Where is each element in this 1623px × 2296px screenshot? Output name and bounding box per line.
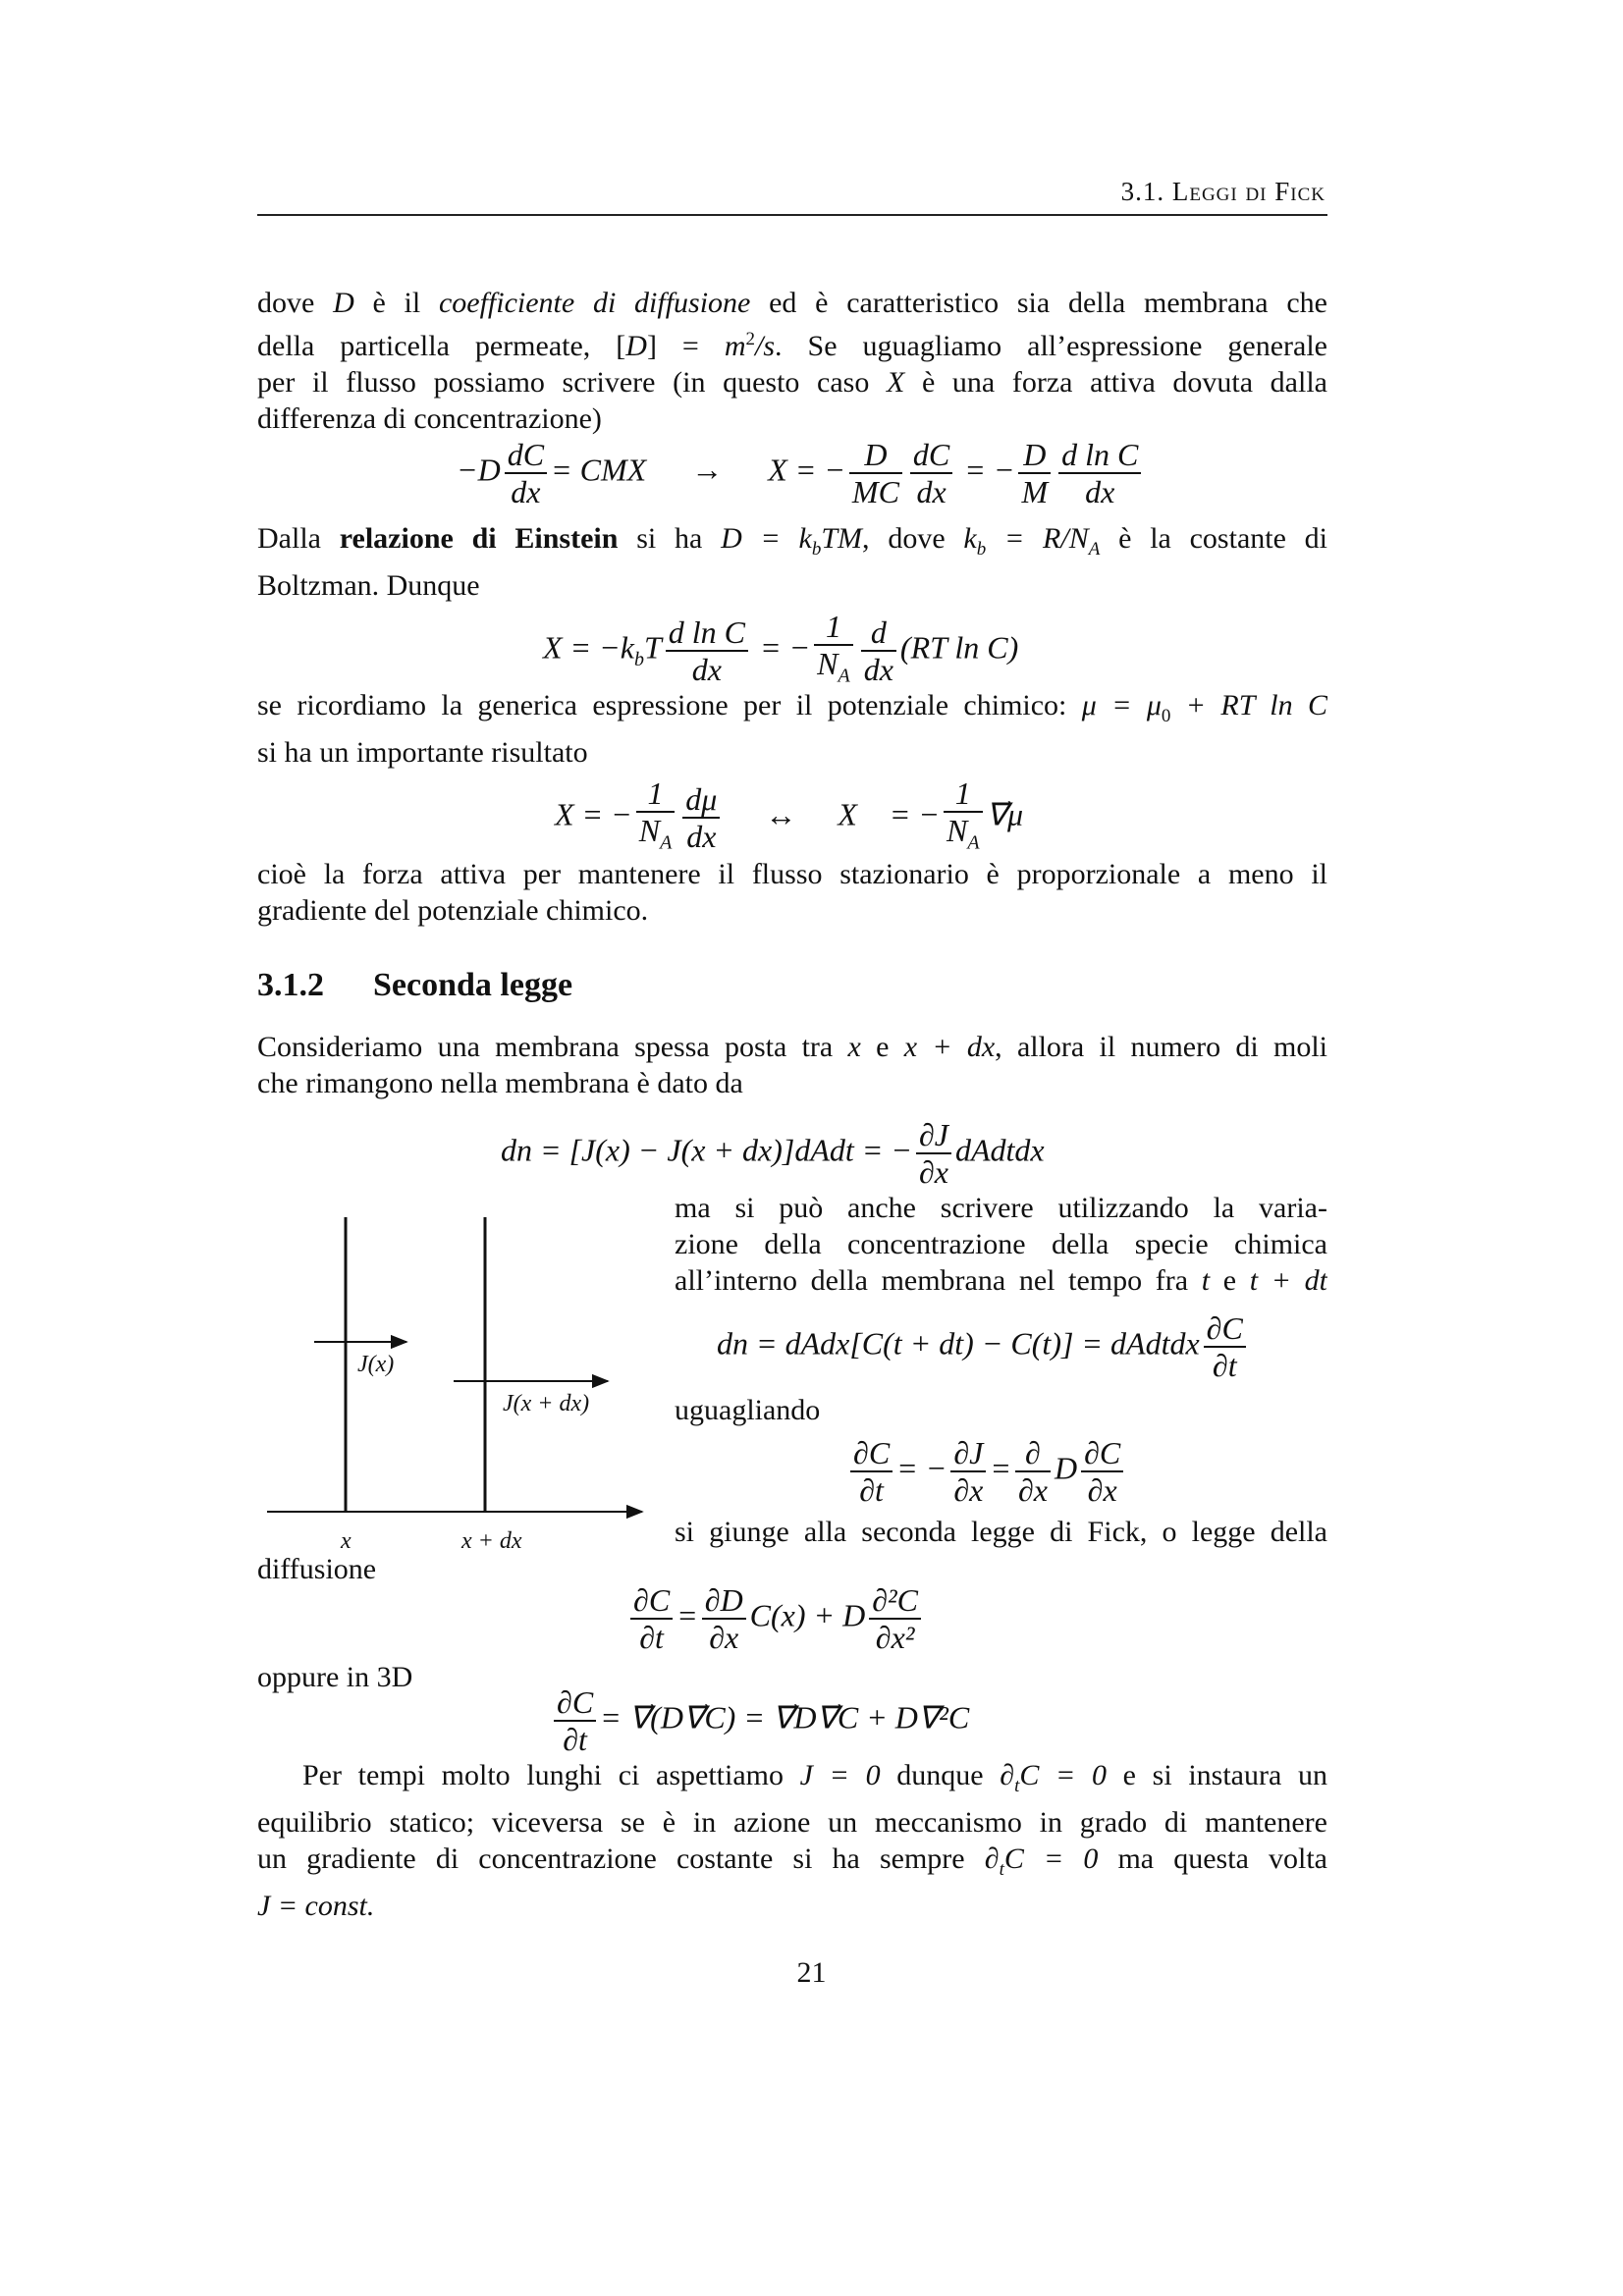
paragraph-6	[675, 1190, 1327, 1299]
text-line: gradiente del potenziale chimico.	[257, 894, 649, 927]
text-line: che rimangono nella membrana è dato da	[257, 1067, 743, 1099]
paragraph-2	[257, 520, 1327, 604]
paragraph-4	[257, 856, 1327, 929]
text-line: per il flusso possiamo scrivere (in questo caso X è una forza attiva dovuta dalla	[257, 366, 1327, 399]
section-number: 3.1.	[1120, 177, 1165, 206]
page-number: 21	[796, 1956, 827, 1989]
section-heading	[257, 967, 572, 1004]
equation-7: $\frac{\partial C}{\partial t}$ = $\frac{\partial D}{\partial x}$ C(x) + D $\frac{\text{∂²C}}{\text{∂x²}}$	[626, 1582, 925, 1655]
text-line: si ha un importante risultato	[257, 736, 588, 769]
text-line: zione della concentrazione della specie chimica	[675, 1228, 1327, 1260]
text-line: diffusione	[257, 1553, 377, 1585]
text-line: oppure in 3D	[257, 1661, 413, 1693]
text-line: uguagliando	[675, 1394, 821, 1426]
text-line: Boltzman. Dunque	[257, 569, 480, 602]
text-line: Consideriamo una membrana spessa posta tra x e x + dx, allora il numero di moli	[257, 1031, 1327, 1063]
membrane-diagram-svg	[257, 1217, 670, 1571]
text-line: ma si può anche scrivere utilizzando la varia-	[675, 1192, 1327, 1224]
label-jxdx: J(x + dx)	[503, 1391, 590, 1416]
equation-2: $X = -k_bT$ $\frac{\text{d ln C}}{dx}$ = − $\frac{1}{N_A}$ $\frac{d}{dx}$ (RT ln C)	[543, 609, 1019, 688]
label-xdx: x + dx	[461, 1528, 522, 1554]
running-header	[257, 175, 1327, 216]
text-line: Dalla relazione di Einstein si ha $D = k_bTM$, dove $k_b = R/N_A$ è la costante di	[257, 522, 1327, 560]
text-line: se ricordiamo la generica espressione per il potenziale chimico: $\mu = \mu_0$ + RT ln C	[257, 689, 1327, 726]
paragraph-8	[675, 1514, 1327, 1550]
equation-6: $\frac{\partial C}{\partial t}$ = − $\frac{\partial J}{\partial x}$ = $\frac{\partial}{\partial x}$ D $\frac{\partial C}{\partial x}$	[846, 1435, 1127, 1508]
equation-5: dn = dAdx[C(t + dt) − C(t)] = dAdtdx $\frac{\partial C}{\partial t}$	[717, 1310, 1250, 1383]
paragraph-7	[675, 1392, 1327, 1428]
section-heading-number: 3.1.2	[257, 967, 324, 1003]
paragraph-1	[257, 285, 1327, 437]
text-line: Per tempi molto lunghi ci aspettiamo J = 0 dunque $\partial_tC = 0$ e si instaura un	[302, 1759, 1327, 1796]
equation-8: $\frac{\partial C}{\partial t}$ = ∇⃗(D∇⃗C) = ∇⃗D∇⃗C + D∇²C	[550, 1684, 969, 1757]
label-jx: J(x)	[357, 1352, 395, 1377]
paragraph-5	[257, 1029, 1327, 1101]
text-line: un gradiente di concentrazione costante si ha sempre $\partial_tC = 0$ ma questa volta	[257, 1842, 1327, 1880]
text-line: differenza di concentrazione)	[257, 402, 602, 435]
paragraph-3	[257, 687, 1327, 771]
text-line: all’interno della membrana nel tempo fra t e t + dt	[675, 1264, 1327, 1297]
text-line: J = const.	[257, 1890, 375, 1922]
label-x: x	[341, 1528, 352, 1554]
membrane-flux-diagram	[257, 1217, 670, 1571]
equation-3: X = − $\frac{1}{N_A}$ $\frac{d\mu}{dx}$ ↔ X⃗ = − $\frac{1}{N_A}$ ∇⃗μ	[555, 775, 1024, 855]
chapter-title: Leggi di Fick	[1171, 177, 1325, 206]
text-line: dove D è il coefficiente di diffusione ed è caratteristico sia della membrana che	[257, 287, 1327, 319]
text-line: si giunge alla seconda legge di Fick, o legge della	[675, 1516, 1327, 1548]
section-heading-title: Seconda legge	[373, 967, 573, 1003]
text-line: della particella permeate, $[D] = m^2/s$. Se uguagliamo all’espressione generale	[257, 329, 1327, 362]
text-line: cioè la forza attiva per mantenere il flusso stazionario è proporzionale a meno il	[257, 858, 1327, 890]
equation-1: −D $\frac{dC}{dx}$ = CMX → X = − $\frac{D}{MC}$ $\frac{dC}{dx}$ = − $\frac{D}{M}$ $\frac{\text{d ln C}}{dx}$	[457, 437, 1145, 509]
running-header-title	[1121, 177, 1325, 207]
paragraph-10	[257, 1757, 1327, 1924]
text-line: equilibrio statico; viceversa se è in azione un meccanismo in grado di mantenere	[257, 1806, 1327, 1839]
equation-4: dn = [J(x) − J(x + dx)]dAdt = − $\frac{\partial J}{\partial x}$ dAdtdx	[501, 1117, 1045, 1190]
